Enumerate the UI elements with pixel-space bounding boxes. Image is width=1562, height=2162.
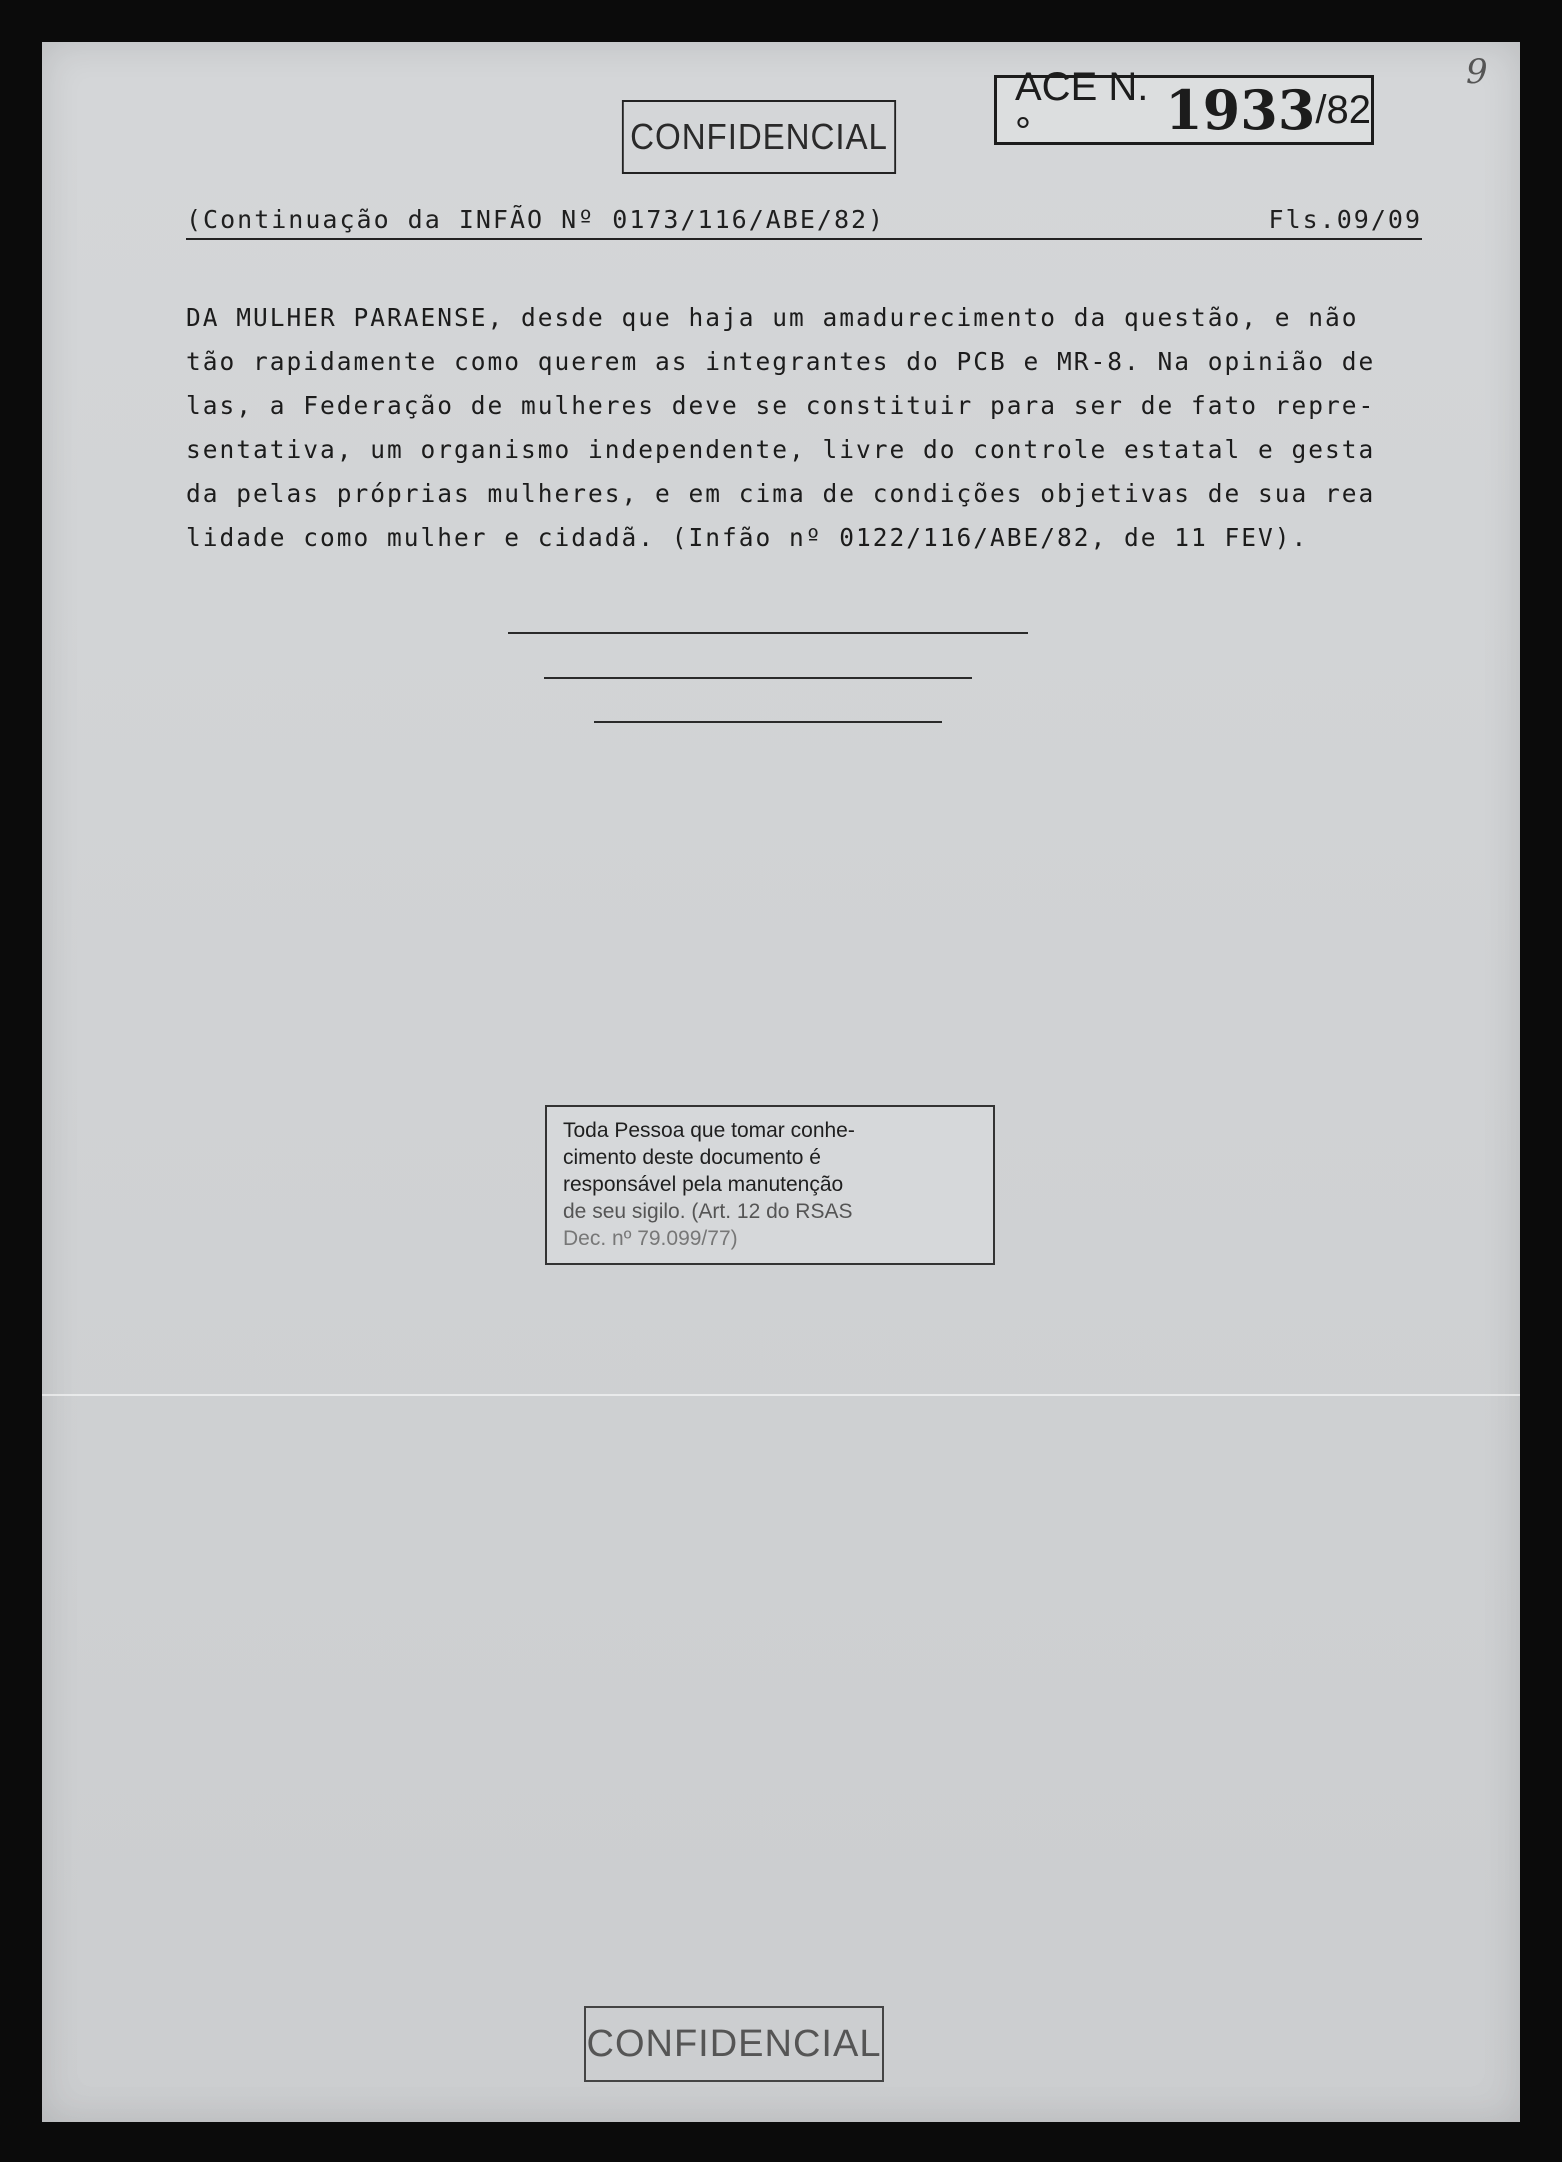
ace-year: /82 <box>1315 87 1371 132</box>
body-line: las, a Federação de mulheres deve se constituir para ser de fato repre- <box>186 391 1376 420</box>
corner-page-mark: 9 <box>1466 52 1488 92</box>
closing-rule <box>508 632 1028 634</box>
closing-rule <box>544 677 972 679</box>
ace-number-box <box>994 65 1374 154</box>
body-line: lidade como mulher e cidadã. (Infão nº 0122/116/ABE/82, de 11 FEV). <box>186 523 1309 552</box>
notice-line: Toda Pessoa que tomar conhe- <box>563 1119 855 1142</box>
notice-line: responsável pela manutenção <box>563 1173 844 1196</box>
notice-line: de seu sigilo. (Art. 12 do RSAS <box>563 1200 853 1223</box>
body-line: DA MULHER PARAENSE, desde que haja um amadurecimento da questão, e não <box>186 303 1359 332</box>
body-line: sentativa, um organismo independente, livre do controle estatal e gesta <box>186 435 1376 464</box>
notice-line: Dec. nº 79.099/77) <box>563 1227 738 1250</box>
body-line: tão rapidamente como querem as integrantes do PCB e MR-8. Na opinião de <box>186 347 1376 376</box>
continuation-reference: (Continuação da INFÃO Nº 0173/116/ABE/82) <box>186 205 886 234</box>
ace-label: ACE N.° <box>1015 65 1149 154</box>
confidential-stamp-top: CONFIDENCIAL <box>622 100 896 174</box>
page-folio: Fls.09/09 <box>1268 205 1422 234</box>
confidentiality-notice <box>545 1105 995 1265</box>
closing-rule <box>594 721 942 723</box>
ace-number: 1933 <box>1165 78 1316 142</box>
confidential-stamp-bottom: CONFIDENCIAL <box>584 2006 884 2082</box>
body-line: da pelas próprias mulheres, e em cima de condições objetivas de sua rea <box>186 479 1376 508</box>
notice-line: cimento deste documento é <box>563 1146 821 1169</box>
body-paragraph <box>186 296 1426 560</box>
continuation-header <box>186 205 1422 240</box>
